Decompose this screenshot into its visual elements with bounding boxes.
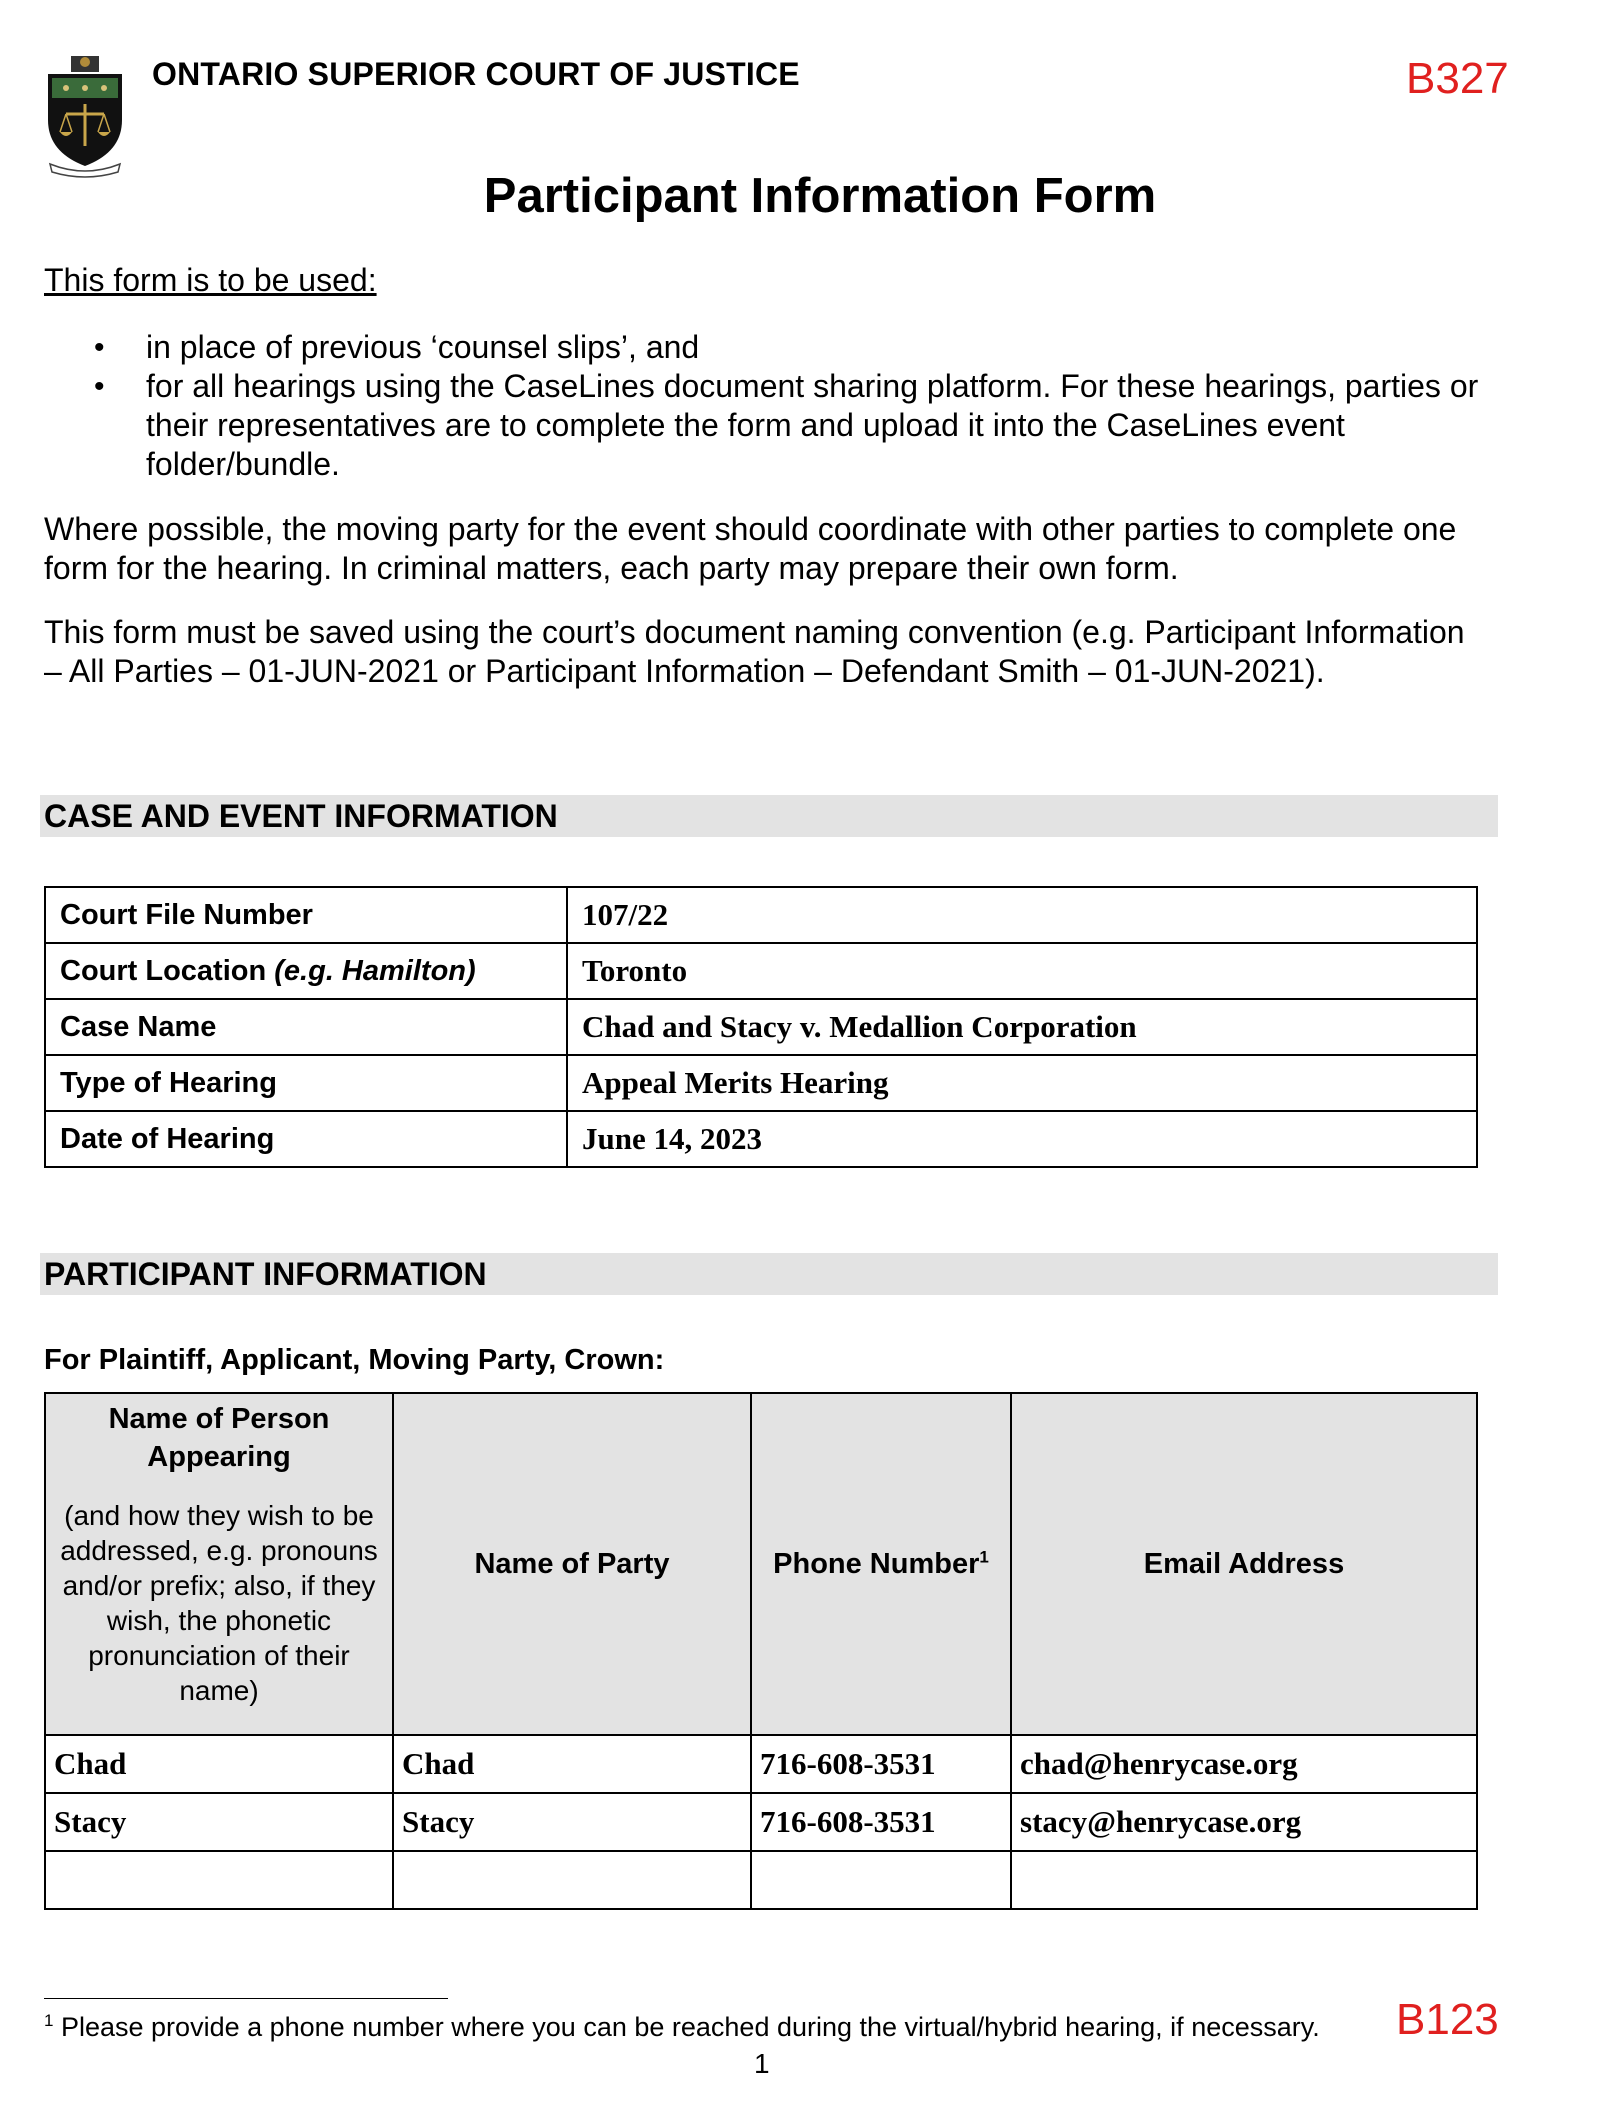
table-row xyxy=(45,1735,1477,1793)
party-name-cell: Stacy xyxy=(393,1793,751,1851)
field-label: Type of Hearing xyxy=(45,1055,567,1111)
court-crest-logo xyxy=(44,54,126,178)
footnote-text: Please provide a phone number where you can be reached during the virtual/hybrid hearing, if necessary. xyxy=(60,2012,1320,2042)
exhibit-stamp-bottom: B123 xyxy=(1396,1995,1499,2044)
email-cell: chad@henrycase.org xyxy=(1011,1735,1477,1793)
participant-name-cell xyxy=(45,1851,393,1909)
exhibit-stamp-top: B327 xyxy=(1406,54,1509,103)
usage-bullet: • for all hearings using the CaseLines document sharing platform. For these hearings, parties or their representatives are to complete the form and upload it into the CaseLines event folder/bundle. xyxy=(44,367,1484,484)
table-row xyxy=(45,1793,1477,1851)
column-header-party: Name of Party xyxy=(393,1393,751,1735)
usage-bullet: • in place of previous ‘counsel slips’, and xyxy=(44,328,1484,367)
column-header-name: Name of Person Appearing (and how they wish to be addressed, e.g. pronouns and/or prefix; also, if they wish, the phonetic pronunciation of their name) xyxy=(45,1393,393,1735)
table-header-row xyxy=(45,1393,1477,1735)
hearing-type-value: Appeal Merits Hearing xyxy=(567,1055,1477,1111)
email-cell xyxy=(1011,1851,1477,1909)
case-info-table xyxy=(44,886,1478,1168)
footnote-mark: 1 xyxy=(44,2011,54,2030)
phone-cell: 716-608-3531 xyxy=(751,1735,1011,1793)
name-column-note: (and how they wish to be addressed, e.g. pronouns and/or prefix; also, if they wish, the phonetic pronunciation of their name) xyxy=(60,1500,378,1706)
party-name-cell: Chad xyxy=(393,1735,751,1793)
footnote xyxy=(44,2012,1320,2043)
table-row xyxy=(45,887,1477,943)
column-header-email: Email Address xyxy=(1011,1393,1477,1735)
field-label: Court File Number xyxy=(45,887,567,943)
table-row xyxy=(45,1055,1477,1111)
naming-convention-paragraph: This form must be saved using the court’s document naming convention (e.g. Participant Information – All Parties – 01-JUN-2021 or Participant Information – Defendant Smith – 01-JUN-2021). xyxy=(44,614,1465,689)
column-header-phone: Phone Number$^1$ xyxy=(751,1393,1011,1735)
court-file-number-value: 107/22 xyxy=(567,887,1477,943)
table-row xyxy=(45,943,1477,999)
intro-heading: This form is to be used: xyxy=(44,262,377,298)
plaintiff-subheading: For Plaintiff, Applicant, Moving Party, Crown: xyxy=(44,1344,665,1376)
court-location-value: Toronto xyxy=(567,943,1477,999)
email-cell: stacy@henrycase.org xyxy=(1011,1793,1477,1851)
table-row xyxy=(45,1111,1477,1167)
participant-name-cell: Stacy xyxy=(45,1793,393,1851)
footnote-reference: 1 xyxy=(979,1546,989,1566)
usage-bullet-list xyxy=(44,328,1484,484)
table-row xyxy=(45,1851,1477,1909)
field-label: Case Name xyxy=(45,999,567,1055)
participant-name-cell: Chad xyxy=(45,1735,393,1793)
phone-cell xyxy=(751,1851,1011,1909)
field-label: Date of Hearing xyxy=(45,1111,567,1167)
footnote-divider xyxy=(44,1998,448,1999)
participant-table xyxy=(44,1392,1478,1910)
phone-cell: 716-608-3531 xyxy=(751,1793,1011,1851)
coordination-paragraph: Where possible, the moving party for the event should coordinate with other parties to complete one form for the hearing. In criminal matters, each party may prepare their own form. xyxy=(44,511,1457,586)
party-name-cell xyxy=(393,1851,751,1909)
form-title: Participant Information Form xyxy=(483,169,1157,223)
case-name-value: Chad and Stacy v. Medallion Corporation xyxy=(567,999,1477,1055)
page-number: 1 xyxy=(754,2048,770,2079)
court-name: ONTARIO SUPERIOR COURT OF JUSTICE xyxy=(152,56,800,92)
hearing-date-value: June 14, 2023 xyxy=(567,1111,1477,1167)
field-label: Court Location (e.g. Hamilton) xyxy=(45,943,567,999)
case-section-heading: CASE AND EVENT INFORMATION xyxy=(40,795,1498,837)
table-row xyxy=(45,999,1477,1055)
participant-section-heading: PARTICIPANT INFORMATION xyxy=(40,1253,1498,1295)
